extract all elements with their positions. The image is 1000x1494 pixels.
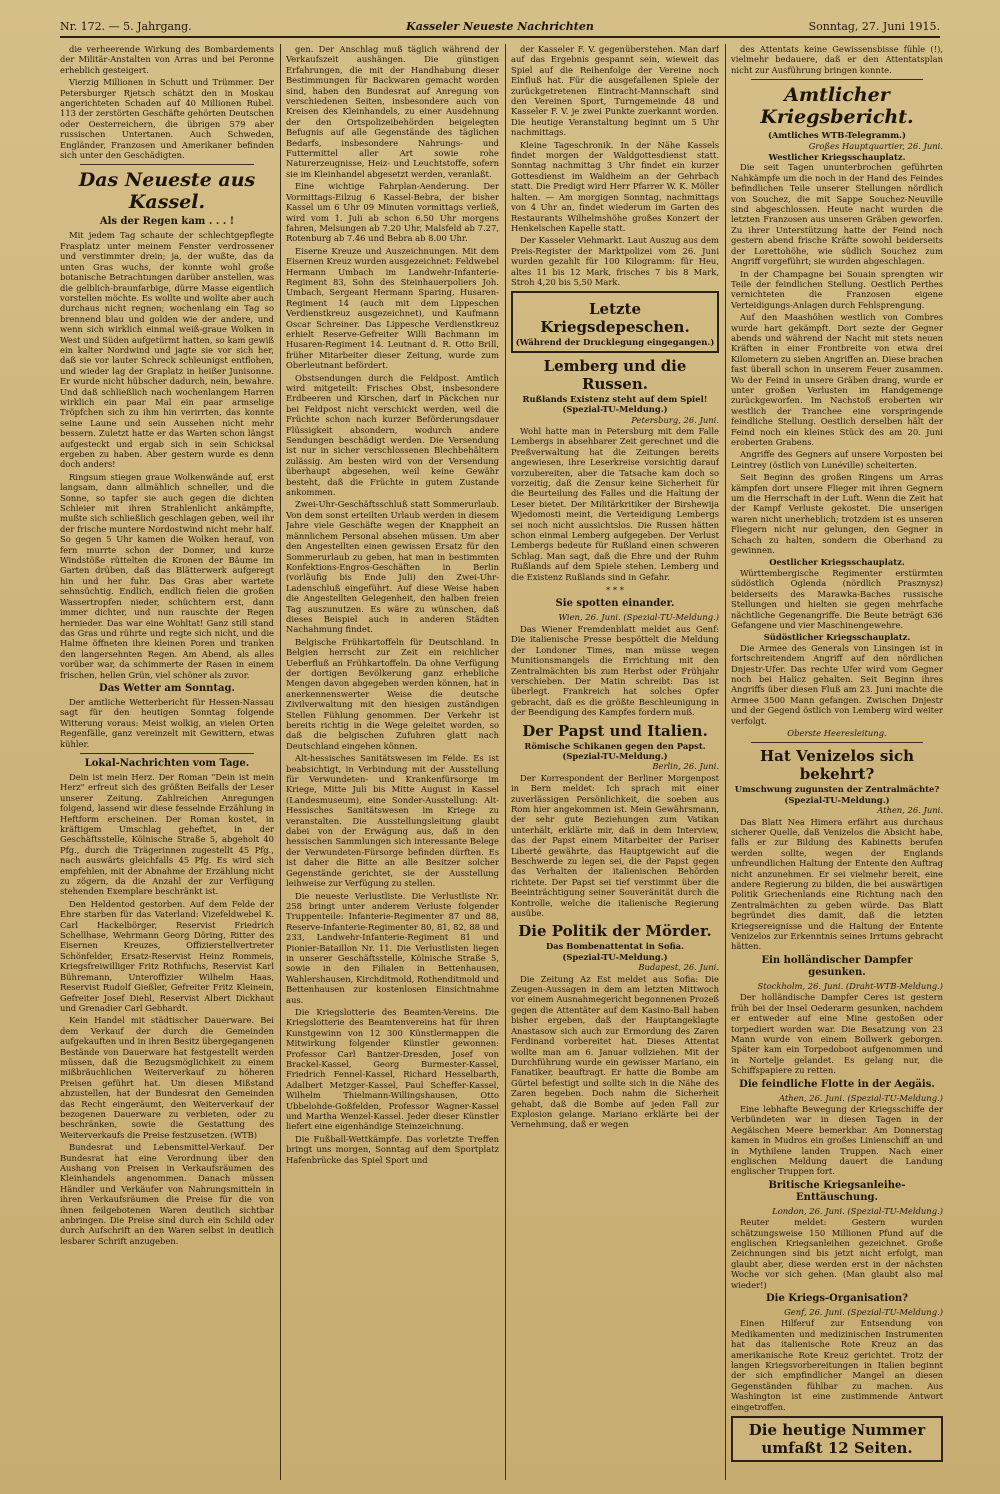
article-paragraph: Wohl hatte man in Petersburg mit dem Falle Lembergs in absehbarer Zeit gerechnet und die Preßverwaltung hat die Zeitungen bereits angewiesen, ihre Leserkreise vorsichtig darauf vorzubereiten, aber die Tatsache kam doch so vorzeitig, daß die Zensur keine Sicherheit für die Beurteilung des Falles und die Haltung der Leser bietet. Der Militärkritiker der Birshewija Wjedomosti meint, die Verteidigung Lembergs sei noch nicht aussichtslos. Die Russen hätten schon einmal Lemberg aufgegeben. Der Verlust Lembergs bedeute für Rußland einen schweren Schlag. Man sagt, daß die Ehre und der Ruhm Rußlands auf dem Spiele stehen. Lemberg und die Existenz Rußlands sind in Gefahr. bbox=[511, 425, 719, 582]
article-subheadline: Das Bombenattentat in Sofia. bbox=[545, 941, 685, 952]
article-headline: Sie spotten einander. bbox=[555, 598, 675, 610]
agency-line: (Spezial-TU-Meldung.) bbox=[562, 951, 668, 962]
article-headline: Hat Venizelos sich bekehrt? bbox=[759, 747, 915, 784]
section-subtitle: (Während der Drucklegung eingegangen.) bbox=[515, 337, 715, 348]
article-paragraph: Ringsum stiegen graue Wolkenwände auf, erst langsam, dann allmählich schneller, und die Sonne, so tapfer sie auch gegen die dichten Schleier mit ihren Strahlenlicht ankämpfte, mußte sich schließlich geschlagen geben, weil ihr der frische muntere Nordostwind nicht mehr half. So gegen 5 Uhr kamen die Wolken herauf, von fern murrte schon der Donner, und kurze Windstöße rüttelten die Kronen der Bäume im Garten drüben, daß das Blätterwerk aufgeregt hin und her fuhr. Das Gras aber wartete sehnsüchtig. Endlich, endlich fielen die großen Wassertropfen nieder, schüchtern erst, dann immer dichter, und nun rauschte der Regen hernieder. Das war eine Wohltat! Ganz still stand das Gras und rührte und regte sich nicht, und die Halme öffneten ihre kleinen Poren und tranken den langersehnten Regen. Am Abend, als alles vorüber war, da schimmerte der Rasen in einem frischen, hellen Grün, viel schöner als zuvor. bbox=[60, 471, 274, 680]
issue-date: Sonntag, 27. Juni 1915. bbox=[808, 20, 940, 33]
dateline: Genf, 26. Juni. (Spezial-TU-Meldung.) bbox=[784, 1307, 943, 1318]
article-paragraph: Angriffe des Gegners auf unsere Vorposten bei Leintrey (östlich von Lunéville) scheiterten. bbox=[731, 449, 943, 470]
article-paragraph: Alt-hessisches Sanitätswesen im Felde. Es ist beabsichtigt, in Verbindung mit der Ausstellung für Verwundeten- und Krankenfürsorge im Kriege, Mitte Juli bis Mitte August in Kassel (Landesmuseum), eine Sonder-Ausstellung: Alt-Hessisches Sanitätswesen im Kriege zu veranstalten. Die Ausstellungsleitung glaubt dabei von der Erwägung aus, daß in den hessischen Sammlungen sich interessante Belege der Verwundeten-Fürsorge befinden dürften. Es ist daher die Bitte an alle Besitzer solcher Gegenstände gerichtet, sie der Ausstellung leihweise zur Verfügung zu stellen. bbox=[286, 753, 499, 889]
section-title: Das Neueste aus Kassel. bbox=[78, 169, 256, 214]
column-rule bbox=[280, 44, 281, 1480]
column-rule bbox=[725, 44, 726, 1480]
column-2 bbox=[286, 44, 499, 1480]
article-paragraph: Einen Hilferuf zur Entsendung von Medikamenten und medizinischen Instrumenten hat das italienische Rote Kreuz an das amerikanische Rote Kreuz gerichtet. Trotz der langen Kriegsvorbereitungen in Italien beginnt der sich empfindlicher Mangel an diesen Gegenständen fühlbar zu machen. Aus Washington ist eine zustimmende Antwort eingetroffen. bbox=[731, 1318, 943, 1412]
signature: Oberste Heeresleitung. bbox=[787, 727, 887, 738]
article-paragraph: Die seit Tagen ununterbrochen geführten Nahkämpfe um die noch in der Hand des Feindes befindlichen Teile unserer Stellungen nördlich von Souchez, die mit Sappe Souchez-Neuville sind abgeschlossen. Heute nacht wurden die letzten Franzosen aus unseren Gräben geworfen. Zu ihrer Unterstützung hatte der Feind noch gestern abend frische Kräfte sowohl beiderseits der Lorettohöhe, wie südlich Souchez zum Angriff vorgeführt; sie wurden abgeschlagen. bbox=[731, 162, 943, 267]
separator-stars: * * * bbox=[606, 585, 624, 596]
section-title: Letzte Kriegsdepeschen. bbox=[540, 300, 690, 337]
column-4 bbox=[731, 44, 943, 1480]
article-paragraph: Dein ist mein Herz. Der Roman "Dein ist mein Herz" erfreut sich des größten Beifalls der Leser unserer Zeitung. Zahlreichen Anregungen folgend, lassend wir diese fesselnde Erzählung in Heftform erscheinen. Der Roman kostet, in kräftigem Umschlag geheftet, in der Geschäftsstelle, Kölnische Straße 5, abgeholt 40 Pfg., durch die Trägerinnen zugestellt 45 Pfg., nach auswärts gleichfalls 45 Pfg. Es wird sich empfehlen, mit der Abnahme der Erzählung nicht zu zögern, da die Anzahl der zur Verfügung stehenden Exemplare beschränkt ist. bbox=[60, 771, 274, 897]
dateline: Großes Hauptquartier, 26. Juni. bbox=[808, 140, 943, 151]
article-paragraph: Bundesrat und Lebensmittel-Verkauf. Der Bundesrat hat eine Verordnung über den Aushang von Preisen in Verkaufsräumen des Kleinhandels angenommen. Danach müssen Händler und Verkäufer von Nahrungsmitteln in ihren Verkaufsräumen die Preise für die von ihnen feilgebotenen Waren deutlich sichtbar anbringen. Die Preise sind durch ein Schild oder durch Aufschrift an den Waren selbst in deutlich lesbarer Schrift anzugeben. bbox=[60, 1142, 274, 1246]
section-subtitle: (Amtliches WTB-Telegramm.) bbox=[767, 130, 907, 141]
article-paragraph: Die Zeitung Az Est meldet aus Sofia: Die Zeugen-Aussagen in dem am letzten Mittwoch vor einem Ausnahmegericht begonnenen Prozeß gegen die Attentäter auf dem Kasino-Ball haben bisher ergeben, daß der Hauptangeklagte Anastasow sich auch zur Ermordung des Zaren Ferdinand vorbereitet hat. Dieses Attentat wollte man am 6. Januar vollziehen. Mit der Durchführung wurde ein gewisser Mariano, ein Fanatiker, beauftragt. Er hatte die Bombe am Gürtel befestigt und sollte sich in die Nähe des Zaren begeben. Doch nahm die Sicherheit gehabt, daß die Bombe auf jeden Fall zur Explosion gelange. Mariano erklärte bei der Vernehmung, daß er wegen bbox=[511, 973, 719, 1130]
dateline: Stockholm, 26. Juni. (Draht-WTB-Meldung.) bbox=[757, 980, 943, 991]
article-headline: Lemberg und die Russen. bbox=[543, 356, 687, 393]
article-subheadline: Römische Schikanen gegen den Papst. bbox=[524, 740, 706, 751]
page-header bbox=[60, 18, 940, 38]
theater-heading: Südöstlicher Kriegsschauplatz. bbox=[763, 632, 911, 643]
theater-heading: Oestlicher Kriegsschauplatz. bbox=[769, 557, 905, 568]
article-paragraph: Der amtliche Wetterbericht für Hessen-Nassau sagt für den heutigen Sonntag folgende Witterung voraus: Meist wolkig, an vielen Orten Regenfälle, ganz vereinzelt mit Gewittern, etwas kühler. bbox=[60, 696, 274, 749]
article-headline: Als der Regen kam . . . ! bbox=[99, 216, 235, 228]
article-paragraph: Mit jedem Tag schaute der schlechtgepflegte Frasplatz unter meinem Fenster verdrossener und verstimmter drein; ja, der wußte, das da unten Gras wuchs, der konnte wohl große botanische Betrachtungen darüber anstellen, was die gelblich-braunfarbige, dürre Masse eigentlich vorstellen möchte. Es wollte und wollte aber auch durchaus nicht regnen; wochenlang ein Tag so brennend blau und golden wie der andere, und wenn sich wirklich einmal weiß-graue Wolken in West und Süden aufgetürmt hatten, so kam gewiß ein kalter Nordwind und jagte sie vor sich her, daß sie vor lauter Schreck schleunigst entflohen, und wieder lag der Graplatz in heißer Junisonne. Er wurde nicht hübscher dadurch, nein, bewahre. Und daß schließlich nach wochenlangem Harren wirklich ein paar Mal ein paar armselige Tröpfchen sich zu ihm hin verirrten, das konnte seine Laune und sein Aussehen nicht mehr bessern. Zuletzt hatte er das Warten schon längst aufgesteckt und ergab sich in sein Schicksal ergeben zu haben. Aber gestern wurde es denn doch anders! bbox=[60, 230, 274, 470]
article-headline: Die Politik der Mörder. bbox=[518, 922, 712, 941]
article-paragraph: Obstsendungen durch die Feldpost. Amtlich wird mitgeteilt: Frisches Obst, insbesondere Erdbeeren und Kirschen, darf in Päckchen nur bei Feldpost nicht verschickt werden, weil die Früchte schon nach kurzer Beförderungsdauer Flüssigkeit absondern, wodurch andere Sendungen beschädigt werden. Die Versendung ist nur in sicher verschlossenen Blechbehältern zulässig. Am besten wird von der Versendung überhaupt abgesehen, weil keine Gewähr besteht, daß die Früchte in gutem Zustande ankommen. bbox=[286, 372, 499, 498]
article-paragraph: des Attentats keine Gewissensbisse fühle (!), vielmehr bedauere, daß er den Attentatsplan nicht zur Ausführung bringen konnte. bbox=[731, 44, 943, 75]
article-paragraph: Eine wichtige Fahrplan-Aenderung. Der Vormittags-Eilzug 6 Kassel-Bebra, der bisher Kassel um 6 Uhr 09 Minuten vormittags verließ, wird vom 1. Juli ab schon 6.50 Uhr morgens fahren, Melsungen ab 7.20 Uhr, Malsfeld ab 7.27, Rotenburg ab 7.46 und Bebra ab 8.00 Uhr. bbox=[286, 181, 499, 244]
agency-line: (Spezial-TU-Meldung.) bbox=[562, 404, 668, 415]
issue-number: Nr. 172. — 5. Jahrgang. bbox=[60, 20, 192, 33]
article-paragraph: Eiserne Kreuze und Auszeichnungen. Mit dem Eisernen Kreuz wurden ausgezeichnet: Feldwebel Hermann Umbach im Landwehr-Infanterie-Regiment 83, Sohn des Steinhauerpoliers Joh. Umbach, Sergeant Hermann Sparing, Husaren-Regiment 14 (auch mit dem Lippeschen Verdienstkreuz ausgezeichnet), und Kaufmann Oscar Schreiner. Das Lippesche Verdienstkreuz erhielt Reserve-Gefreiter Willi Bachmann im Husaren-Regiment 14. Leutnant d. R. Otto Brill, früher Mitarbeiter dieser Zeitung, wurde zum Oberleutnant befördert. bbox=[286, 245, 499, 371]
article-paragraph: Belgische Frühkartoffeln für Deutschland. In Belgien herrscht zur Zeit ein reichlicher Ueberfluß an Frühkartoffeln. Da ohne Verfügung der dortigen Bevölkerung ganz erhebliche Mengen davon abgegeben werden können, hat in anerkennenswerter Weise die deutsche Zivilverwaltung mit den hiesigen zuständigen Stellen Fühlung genommen. Der Verkehr ist bereits richtig in die Wege geleitet worden, so daß die belgischen Zufuhren glatt nach Deutschland eingehen können. bbox=[286, 636, 499, 751]
column-rule bbox=[505, 44, 506, 1480]
article-headline: Die feindliche Flotte in der Aegäis. bbox=[739, 1078, 935, 1090]
article-paragraph: Vierzig Millionen in Schutt und Trümmer. Der Petersburger Rjetsch schätzt den in Moskau angerichteten Schaden auf 40 Millionen Rubel. 113 der zerstörten Geschäfte gehörten Deutschen oder Oesterreichern, die übrigen 579 aber russischen Untertanen. Auch Schweden, Engländer, Franzosen und Amerikaner befinden sich unter den Geschädigten. bbox=[60, 77, 274, 161]
article-paragraph: die verheerende Wirkung des Bombardements der Militär-Anstalten von Arras und bei Peronne erheblich gesteigert. bbox=[60, 44, 274, 75]
article-headline: Der Papst und Italien. bbox=[522, 721, 708, 740]
article-paragraph: Die Armee des Generals von Linsingen ist in fortschreitendem Angriff auf den nördlichen Dnjestr-Ufer. Das rechte Ufer wird vom Gegner noch bei Halicz gehalten. Seit Beginn ihres Angriffs über diesen Fluß am 23. Juni machte die Armee 3500 Mann gefangen. Zwischen Dnjestr und der Gegend östlich von Lemberg wird weiter verfolgt. bbox=[731, 642, 943, 726]
dateline: Athen, 26. Juni. (Spezial-TU-Meldung.) bbox=[778, 1092, 943, 1103]
dateline: London, 26. Juni. (Spezial-TU-Meldung.) bbox=[772, 1205, 943, 1216]
article-paragraph: Zwei-Uhr-Geschäftsschluß statt Sommerurlaub. Von dem sonst erteilten Urlaub werden in diesem Jahre viele Geschäfte wegen der Knappheit an männlichem Personal absehen müssen. Um aber den Angestellten einen gewissen Ersatz für den Sommerurlaub zu geben, hat man in bestimmten Konfektions-Engros-Geschäften in Berlin (vorläufig bis Ende Juli) den Zwei-Uhr-Ladenschluß eingeführt. Auf diese Weise haben die Angestellten Gelegenheit, den halben freien Tag auszunutzen. Es wäre zu wünschen, daß dieses Beispiel auch in anderen Städten Nachahmung findet. bbox=[286, 499, 499, 635]
article-headline: Ein holländischer Dampfer gesunken. bbox=[761, 954, 913, 978]
article-paragraph: Der Kasseler Viehmarkt. Laut Auszug aus dem Preis-Register der Marktpolizei vom 26. Juni wurden gezahlt für 100 Kilogramm: für Heu, altes 11 bis 12 Mark, frisches 7 bis 8 Mark, Stroh 4,20 bis 5,50 Mark. bbox=[511, 235, 719, 287]
article-paragraph: Den Heldentod gestorben. Auf dem Felde der Ehre starben für das Vaterland: Vizefeldwebel K. Carl Hackelbörger, Reservist Friedrich Schellhase, Wehrmann Georg Döring, Ritter des Eisernen Kreuzes, Offizierstellvertreter Schönfelder, Ersatz-Reservist Heinz Rommeis, Kriegsfreiwilliger Fritz Rothfuchs, Reservist Karl Bühremann, Unteroffizier Wilhelm Haas, Reservist Rudolf Gießler, Gefreiter Fritz Kleinein, Gefreiter Josef Diehl, Reservist Albert Dickhaut und Grenadier Carl Gebhardt. bbox=[60, 898, 274, 1013]
article-headline: Die Kriegs-Organisation? bbox=[765, 1293, 909, 1305]
divider bbox=[751, 79, 923, 80]
article-paragraph: Auf den Maashöhen westlich von Combres wurde hart gekämpft. Dort sezte der Gegner abends und während der Nacht mit stets neuen Kräften in einer Frontbreite von etwa drei Kilometern zu sieben Angriffen an. Diese brachen fast überall schon in unserem Feuer zusammen. Wo der Feind in unsere Gräben drang, wurde er unter großen Verlusten im Handgemenge zurückgeworfen. Im Nachstoß eroberten wir westlich der Tranchee eine vorspringende feindliche Stellung. Oestlich derselben hält der Feind noch ein kleines Stück des am 20. Juni eroberten Grabens. bbox=[731, 312, 943, 447]
article-headline: Das Wetter am Sonntag. bbox=[99, 682, 235, 694]
article-paragraph: In der Champagne bei Souain sprengten wir Teile der feindlichen Stellung. Oestlich Perthes vernichteten die Franzosen eigene Verteidigungs-Anlagen durch Fehlsprengung. bbox=[731, 268, 943, 310]
article-paragraph: Der Korrespondent der Berliner Morgenpost in Bern meldet: Ich sprach mit einer zuverlässigen Persönlichkeit, die soeben aus Rom hier angekommen ist. Mein Gewährsmann, der sehr gute Beziehungen zum Vatikan unterhält, erklärte mir, daß in dem Interview, das der Papst einem Mitarbeiter der Pariser Liberté gewährte, das Hauptgewicht auf die Beschwerde zu legen sei, die der Papst gegen das Verhalten der italienischen Behörden richtete. Der Papst sei tief verstimmt über die Beeinträchtigung seiner Souveränität durch die Kontrolle, welche die italienische Regierung ausübe. bbox=[511, 772, 719, 919]
dateline: Budapest, 26. Juni. bbox=[638, 962, 719, 973]
article-paragraph: Das Blatt Nea Himera erfährt aus durchaus sicherer Quelle, daß Venizelos die Absicht habe, falls er zur Bildung des Kabinetts berufen werden sollte, wegen der Englands unfreundlichen Haltung der Entente den Auftrag nicht anzunehmen. Er sei vielmehr bereit, eine andere Regierung zu bilden, die bei auswärtigen Politik Griechenlands eine Richtung nach den Zentralmächten zu geben würde. Das Blatt begründet dies damit, daß die letzten Kriegsereignisse und die Haltung der Entente Venizelos zur Erkenntnis seines Irrtums gebracht hätten. bbox=[731, 816, 943, 952]
dateline: Petersburg, 26. Juni. bbox=[631, 414, 719, 425]
agency-line: (Spezial-TU-Meldung.) bbox=[784, 794, 890, 805]
column-3 bbox=[511, 44, 719, 1480]
article-headline: Lokal-Nachrichten vom Tage. bbox=[84, 757, 250, 769]
divider bbox=[80, 753, 254, 754]
divider bbox=[80, 164, 254, 165]
masthead: Kasseler Neueste Nachrichten bbox=[406, 20, 594, 33]
article-paragraph: der Kasseler F. V. gegenüberstehen. Man darf auf das Ergebnis gespannt sein, wieweit das Spiel auf die Reihenfolge der Vereine noch Einfluß hat. Für die ausgefallenen Spiele der zurückgetretenen Eintracht-Mannschaft sind den Vereinen Sport, Turngemeinde 48 und Kasseler F. V. je zwei Punkte zuerkannt worden. Die heutige Veranstaltung beginnt um 5 Uhr nachmittags. bbox=[511, 44, 719, 138]
page-count-banner: Die heutige Nummer umfaßt 12 Seiten. bbox=[731, 1416, 943, 1462]
article-paragraph: Seit Beginn des großen Ringens um Arras kämpfen dort unsere Flieger mit ihren Gegnern um die Herrschaft in der Luft. Wenn die Zeit hat der Kampf Verluste gekostet. Die unserigen waren nicht unerheblich; trotzdem ist es unseren Fliegern nicht nur gelungen, den Gegner in Schach zu halten, sondern die Oberhand zu gewinnen. bbox=[731, 472, 943, 556]
article-paragraph: Der holländische Dampfer Ceres ist gestern früh bei der Insel Oederarm gesunken, nachdem er entweder auf eine Mine gestoßen oder torpediert worden war. Die Besatzung von 23 Mann wurde von einem Bollwerk geborgen. Später kam ein Torpedoboot aufgenommen und in Nortelje gelandet. Es gelang nur, die Schiffspapiere zu retten. bbox=[731, 992, 943, 1076]
section-title: Amtlicher Kriegsbericht. bbox=[760, 84, 914, 129]
theater-heading: Westlicher Kriegsschauplatz. bbox=[768, 152, 906, 163]
article-paragraph: Kleine Tageschronik. In der Nähe Kassels findet morgen der Waldgottesdienst statt. Sonntag nachmittag 3 Uhr findet ein kurzer Gottesdienst im Waldheim an der Gehrbach statt. Die Predigt wird Herr Pfarrer W. K. Möller halten. — Am morgigen Sonntag, nachmittags von 4 Uhr an, findet wiederum im Garten des Restaurants Wilhelmshöhe großes Konzert der Henkelschen Kapelle statt. bbox=[511, 139, 719, 233]
article-subheadline: Umschwung zugunsten der Zentralmächte? bbox=[734, 784, 940, 795]
dateline: Athen, 26. Juni. bbox=[877, 805, 943, 816]
article-paragraph: Württembergische Regimenter erstürmten südöstlich Oglenda (nördlich Prasznysz) beiderseits des Marawka-Baches russische Stellungen und hielten sie gegen mehrfache nächtliche Gegenangriffe. Die Beute beträgt 636 Gefangene und vier Maschinengewehre. bbox=[731, 567, 943, 630]
dateline: Wien, 26. Juni. (Spezial-TU-Meldung.) bbox=[558, 612, 719, 623]
article-paragraph: Das Wiener Fremdenblatt meldet aus Genf: Die italienische Presse bespöttelt die Meldung der Londoner Times, man müsse wegen Munitionsmangels die Errichtung mit den Zentralmächten bis zum Herbst oder Frühjahr verschieben. Der Matin schreibt: Das ist überlegt. Frankreich hat solches Opfer gebracht, daß es die größte Beschleunigung in der Beendigung des Kampfes fordern muß. bbox=[511, 623, 719, 718]
article-paragraph: Kein Handel mit städtischer Dauerware. Bei dem Verkauf der durch die Gemeinden aufgekauften und in ihren Besitz übergegangenen Bestände von Dauerware hat festgestellt werden müssen, daß die Bezugsmöglichkeit zu einem mißbräuchlichen Weiterverkauf zu höheren Preisen geführt hat. Um diesen Mißstand abzustellen, hat der Bundesrat den Gemeinden das Recht eingeräumt, den Weiterverkauf der bezogenen Dauerware zu verbieten, oder zu beschränken, sowie die Gestattung des Weiterverkaufs die Preise festzusetzen. (WTB) bbox=[60, 1015, 274, 1140]
article-paragraph: Die Fußball-Wettkämpfe. Das vorletzte Treffen bringt uns morgen, Sonntag auf dem Sportplatz Hafenbrücke das Spiel Sport und bbox=[286, 1133, 499, 1165]
column-1 bbox=[60, 44, 274, 1480]
article-paragraph: gen. Der Anschlag muß täglich während der Verkaufszeit aushängen. Die günstigen Erfahrungen, die mit der Handhabung dieser Bestimmungen für Backwaren gemacht worden sind, haben den Bundesrat auf Anregung von verschiedenen Seiten, insbesondere auch von Kreisen des Kleinhandels, zu einer Ausdehnung der den Ortspolizeibehörden beigelegten Befugnis auf alle Gegenstände des täglichen Bedarfs, insbesondere Nahrungs- und Futtermittel aller Art sowie rohe Naturerzeugnisse, Heiz- und Leuchtstoffe, sofern sie im Kleinhandel abgesetzt werden, veranlaßt. bbox=[286, 44, 499, 179]
article-paragraph: Eine lebhafte Bewegung der Kriegsschiffe der Verbündeten war in diesen Tagen in der Aegäischen Meere bemerkbar. Am Donnerstag kamen in Mudros ein großes Linienschiff an und in Mythilene landen Truppen. Nach einer englischen Meldung dauert die Landung englischer Truppen fort. bbox=[731, 1103, 943, 1177]
news-box bbox=[511, 291, 719, 352]
article-paragraph: Reuter meldet: Gestern wurden schätzungsweise 150 Millionen Pfund auf die englischen Kriegsanleihen gezeichnet. Große Zeichnungen sind bis jetzt nicht erfolgt, man glaubt aber, diese werden erst in der nächsten Woche vor sich gehen. (Man glaubt also mal wieder!) bbox=[731, 1217, 943, 1290]
divider bbox=[751, 742, 923, 743]
article-headline: Britische Kriegsanleihe-Enttäuschung. bbox=[768, 1179, 906, 1203]
article-paragraph: Die Kriegslotterie des Beamten-Vereins. Die Kriegslotterie des Beamtenvereins hat für ihren Kunstgewinn von 12 300 Künstlermappen die Mitwirkung folgender Künstler gewonnen: Professor Carl Bantzer-Dresden, Josef von Brackel-Kassel, Georg Burmester-Kassel, Friedrich Fennel-Kassel, Richard Hesselbarth, Adalbert Metzger-Kassel, Paul Scheffer-Kassel, Wilhelm Thielmann-Willingshausen, Otto Ubbelohde-Goßfelden, Professor Wagner-Kassel und Martha Wenzel-Kassel. Jeder dieser Künstler liefert eine eigenhändige Steinzeichnung. bbox=[286, 1006, 499, 1132]
article-subheadline: Rußlands Existenz steht auf dem Spiel! bbox=[522, 393, 708, 404]
article-paragraph: Die neueste Verlustliste. Die Verlustliste Nr. 258 bringt unter anderem Verluste folgender Truppenteile: Infanterie-Regimenter 87 und 88, Reserve-Infanterie-Regimenter 80, 81, 82, 88 und 233, Landwehr-Infanterie-Regiment 81 und Pionier-Bataillon Nr. 11. Die Verlustlisten liegen in unserer Geschäftsstelle, Kölnische Straße 5, sowie in den Filialen in Bettenhausen, Wahlershausen, Kirchditmold, Rothenditmold und Bettenhausen zur kostenlosen Einsichtnahme aus. bbox=[286, 890, 499, 1005]
dateline: Berlin, 26. Juni. bbox=[652, 761, 719, 772]
agency-line: (Spezial-TU-Meldung.) bbox=[562, 750, 668, 761]
